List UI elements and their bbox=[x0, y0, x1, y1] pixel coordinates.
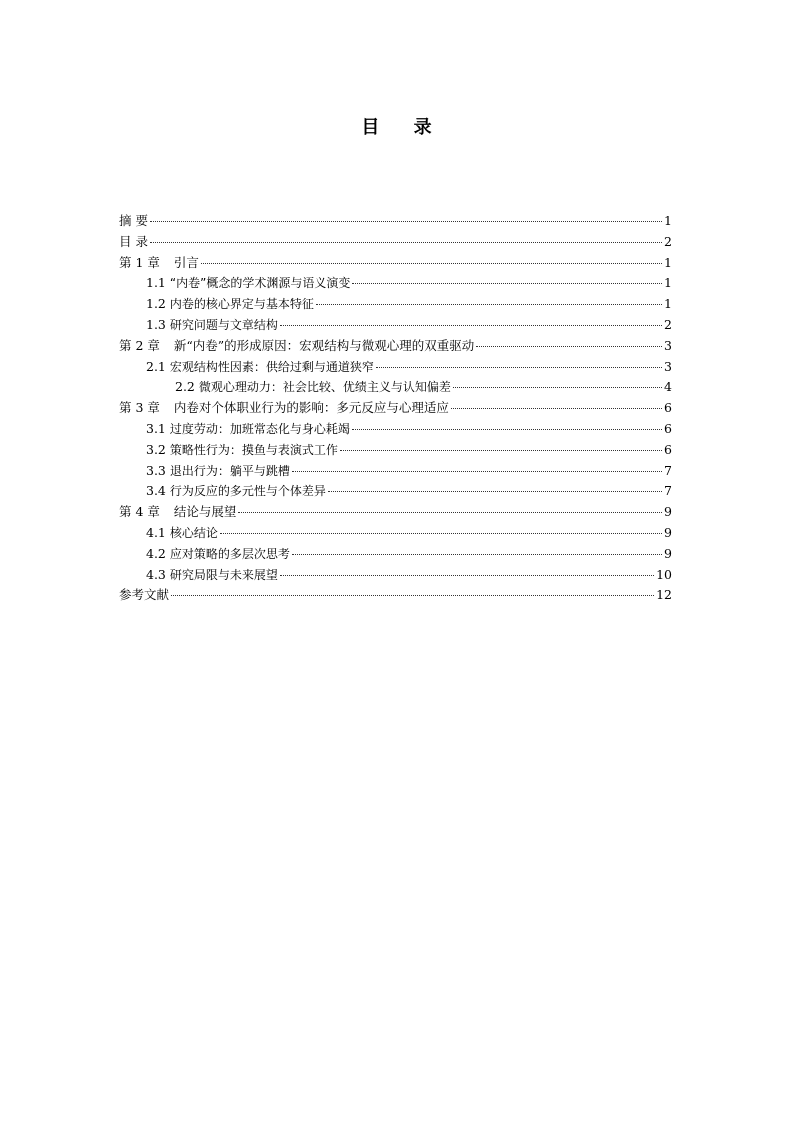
toc-entry-number: 第 3 章 bbox=[119, 400, 160, 416]
toc-entry-number: 4.3 bbox=[146, 566, 166, 582]
toc-entry-section-1-1[interactable] bbox=[119, 273, 672, 294]
toc-entry-label: 宏观结构性因素：供给过剩与通道狭窄 bbox=[169, 359, 374, 374]
toc-entry-label: 参考文献 bbox=[119, 587, 170, 603]
toc-entry-number: 1.3 bbox=[146, 316, 166, 332]
toc-leader-dots bbox=[150, 221, 662, 222]
toc-page-number: 1 bbox=[664, 275, 672, 291]
toc-entry-number: 第 4 章 bbox=[119, 504, 160, 520]
toc-entry-number: 2.1 bbox=[146, 358, 166, 374]
toc-entry-section-3-4[interactable] bbox=[119, 481, 672, 502]
toc-entry-section-3-2[interactable] bbox=[119, 440, 672, 461]
toc-leader-dots bbox=[220, 533, 662, 534]
toc-entry-references[interactable] bbox=[119, 585, 672, 606]
toc-entry-chapter-4[interactable] bbox=[119, 502, 672, 523]
toc-entry-section-2-1[interactable] bbox=[119, 357, 672, 378]
toc-leader-dots bbox=[476, 346, 662, 347]
toc-entry-label: “内卷”概念的学术渊源与语义演变 bbox=[169, 276, 351, 291]
toc-leader-dots bbox=[171, 595, 654, 596]
toc-entry-label: 退出行为：躺平与跳槽 bbox=[169, 463, 290, 478]
toc-entry-section-3-1[interactable] bbox=[119, 419, 672, 440]
toc-entry-number: 4.1 bbox=[146, 524, 166, 540]
toc-page-number: 6 bbox=[664, 400, 672, 416]
toc-entry-label: 行为反应的多元性与个体差异 bbox=[169, 484, 326, 499]
toc-entry-label: 研究局限与未来展望 bbox=[169, 567, 278, 582]
toc-page-number: 9 bbox=[664, 524, 672, 540]
toc-leader-dots bbox=[238, 512, 662, 513]
toc-entry-label: 核心结论 bbox=[169, 525, 218, 540]
table-of-contents bbox=[119, 211, 672, 606]
toc-entry-section-3-3[interactable] bbox=[119, 461, 672, 482]
toc-entry-number: 3.1 bbox=[146, 420, 166, 436]
toc-entry-label: 新“内卷”的形成原因：宏观结构与微观心理的双重驱动 bbox=[173, 337, 475, 353]
toc-entry-label: 目 录 bbox=[119, 233, 148, 249]
toc-entry-label: 微观心理动力：社会比较、优绩主义与认知偏差 bbox=[198, 380, 451, 395]
toc-page-number: 10 bbox=[656, 566, 672, 582]
toc-page-number: 6 bbox=[664, 441, 672, 457]
toc-entry-label: 过度劳动：加班常态化与身心耗竭 bbox=[169, 421, 350, 436]
toc-entry-number: 3.4 bbox=[146, 483, 166, 499]
toc-leader-dots bbox=[340, 450, 662, 451]
toc-entry-label: 内卷对个体职业行为的影响：多元反应与心理适应 bbox=[173, 400, 449, 416]
toc-leader-dots bbox=[376, 367, 662, 368]
toc-entry-label: 引言 bbox=[173, 254, 199, 270]
toc-entry-number: 1.1 bbox=[146, 275, 166, 291]
toc-entry-label: 应对策略的多层次思考 bbox=[169, 546, 290, 561]
toc-entry-label: 内卷的核心界定与基本特征 bbox=[169, 297, 314, 312]
toc-page-number: 6 bbox=[664, 420, 672, 436]
toc-leader-dots bbox=[451, 408, 662, 409]
page-title: 目 录 bbox=[361, 117, 446, 138]
toc-entry-chapter-2[interactable] bbox=[119, 336, 672, 357]
toc-leader-dots bbox=[150, 242, 662, 243]
toc-entry-number: 4.2 bbox=[146, 545, 166, 561]
toc-page-number: 2 bbox=[664, 233, 672, 249]
toc-entry-number: 3.2 bbox=[146, 441, 166, 457]
toc-page-number: 3 bbox=[664, 358, 672, 374]
toc-leader-dots bbox=[280, 325, 662, 326]
toc-entry-label: 研究问题与文章结构 bbox=[169, 317, 278, 332]
toc-leader-dots bbox=[453, 387, 662, 388]
toc-page-number: 9 bbox=[664, 545, 672, 561]
toc-leader-dots bbox=[201, 263, 662, 264]
toc-entry-label: 结论与展望 bbox=[173, 504, 237, 520]
toc-entry-label: 策略性行为：摸鱼与表演式工作 bbox=[169, 442, 338, 457]
toc-page-number: 12 bbox=[656, 587, 672, 603]
toc-entry-section-4-1[interactable] bbox=[119, 523, 672, 544]
toc-page-number: 1 bbox=[664, 213, 672, 228]
toc-page-number: 3 bbox=[664, 337, 672, 353]
toc-leader-dots bbox=[292, 554, 662, 555]
toc-leader-dots bbox=[280, 575, 654, 576]
toc-entry-contents[interactable] bbox=[119, 232, 672, 253]
toc-page-number: 4 bbox=[664, 379, 672, 395]
toc-entry-chapter-3[interactable] bbox=[119, 398, 672, 419]
toc-leader-dots bbox=[316, 304, 662, 305]
toc-entry-number: 2.2 bbox=[175, 379, 195, 395]
toc-entry-number: 3.3 bbox=[146, 462, 166, 478]
toc-entry-number: 第 1 章 bbox=[119, 254, 160, 270]
toc-page-number: 7 bbox=[664, 462, 672, 478]
toc-entry-section-1-2[interactable] bbox=[119, 294, 672, 315]
toc-page-number: 2 bbox=[664, 316, 672, 332]
toc-entry-label: 摘 要 bbox=[119, 213, 148, 228]
toc-entry-section-2-2[interactable] bbox=[119, 377, 672, 398]
toc-entry-section-1-3[interactable] bbox=[119, 315, 672, 336]
toc-page-number: 7 bbox=[664, 483, 672, 499]
toc-leader-dots bbox=[328, 491, 662, 492]
toc-entry-section-4-3[interactable] bbox=[119, 565, 672, 586]
toc-page-number: 9 bbox=[664, 504, 672, 520]
toc-entry-abstract[interactable] bbox=[119, 211, 672, 232]
toc-entry-number: 第 2 章 bbox=[119, 337, 160, 353]
toc-entry-section-4-2[interactable] bbox=[119, 544, 672, 565]
toc-leader-dots bbox=[352, 429, 662, 430]
toc-leader-dots bbox=[292, 471, 662, 472]
toc-entry-number: 1.2 bbox=[146, 296, 166, 312]
toc-page-number: 1 bbox=[664, 296, 672, 312]
toc-page-number: 1 bbox=[664, 254, 672, 270]
toc-entry-chapter-1[interactable] bbox=[119, 253, 672, 274]
toc-leader-dots bbox=[352, 283, 662, 284]
